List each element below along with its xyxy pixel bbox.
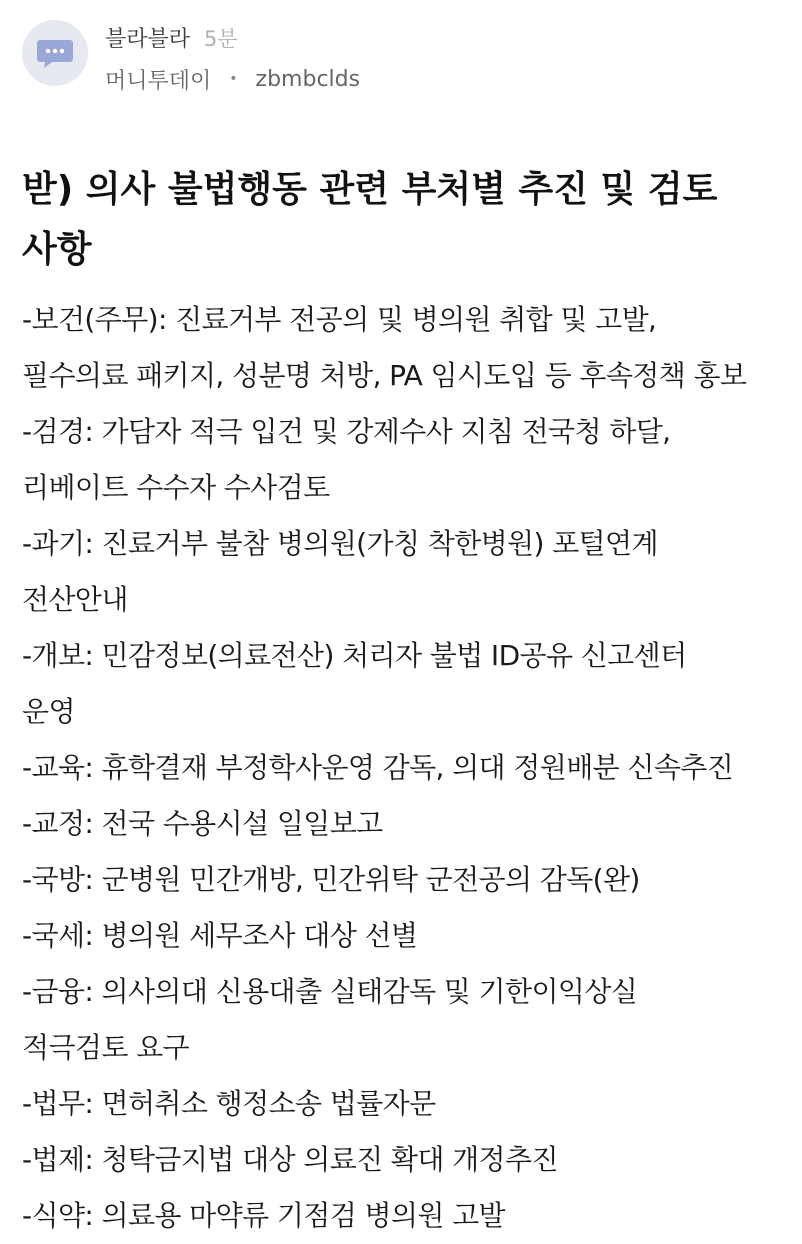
body-line: 필수의료 패키지, 성분명 처방, PA 임시도입 등 후속정책 홍보 (22, 359, 747, 392)
body-line: -국방: 군병원 민간개방, 민간위탁 군전공의 감독(완) (22, 863, 640, 896)
body-line: -개보: 민감정보(의료전산) 처리자 불법 ID공유 신고센터 (22, 639, 687, 672)
post-meta (105, 20, 360, 96)
body-line: -보건(주무): 진료거부 전공의 및 병의원 취합 및 고발, (22, 303, 657, 336)
body-line: -과기: 진료거부 불참 병의원(가칭 착한병원) 포털연계 (22, 527, 658, 560)
body-line: 운영 (22, 695, 75, 728)
body-line: -법제: 청탁금지법 대상 의료진 확대 개정추진 (22, 1143, 558, 1176)
post-time: 5분 (204, 27, 238, 51)
avatar[interactable] (22, 20, 88, 86)
body-line: 리베이트 수수자 수사검토 (22, 471, 330, 504)
company-name: 머니투데이 (105, 68, 212, 94)
post-body (22, 292, 794, 1244)
body-line: -교정: 전국 수용시설 일일보고 (22, 807, 383, 840)
body-line: 전산안내 (22, 583, 128, 616)
body-line: -교육: 휴학결재 부정학사운영 감독, 의대 정원배분 신속추진 (22, 751, 734, 784)
separator-dot: • (229, 71, 238, 87)
body-line: -검경: 가담자 적극 입건 및 강제수사 지침 전국청 하달, (22, 415, 671, 448)
company-row (105, 62, 360, 96)
post-title: 받) 의사 불법행동 관련 부처별 추진 및 검토사항 (22, 169, 718, 270)
speech-bubble-icon (36, 36, 74, 70)
author-row (105, 22, 360, 56)
body-line: 적극검토 요구 (22, 1031, 189, 1064)
body-line: -법무: 면허취소 행정소송 법률자문 (22, 1087, 436, 1120)
body-line: -식약: 의료용 마약류 기점검 병의원 고발 (22, 1199, 506, 1232)
post-header (22, 20, 361, 94)
body-line: -금융: 의사의대 신용대출 실태감독 및 기한이익상실 (22, 975, 638, 1008)
author-name[interactable]: 블라블라 (105, 27, 191, 52)
body-line: -국세: 병의원 세무조사 대상 선별 (22, 919, 418, 952)
user-id: zbmbclds (255, 66, 361, 92)
